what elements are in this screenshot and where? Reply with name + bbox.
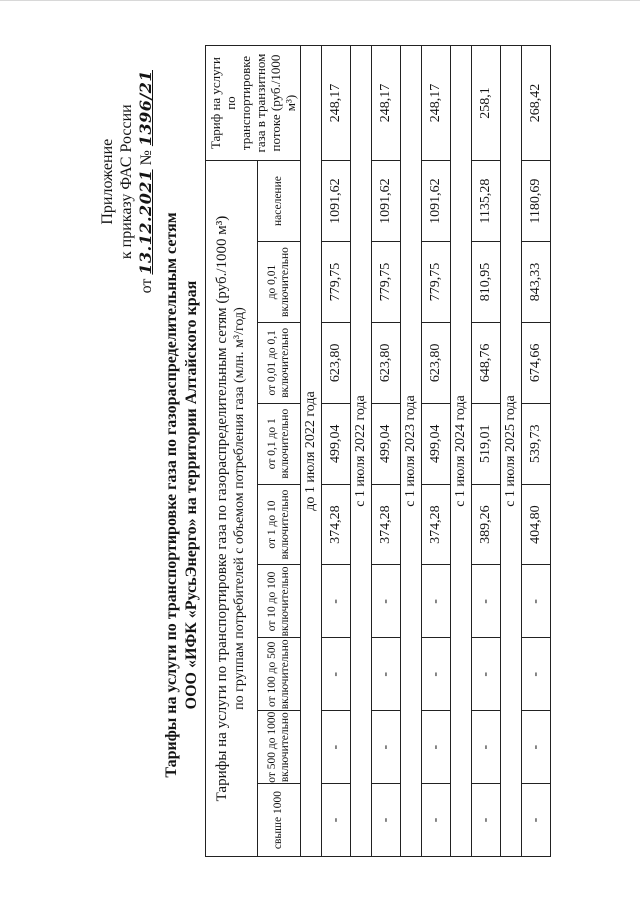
tariff-cell: 1091,62 (372, 161, 401, 242)
period-label: с 1 июля 2023 года (401, 46, 422, 857)
transit-cell: 268,42 (522, 46, 551, 161)
tariff-cell: - (322, 711, 351, 784)
tariff-cell: 519,01 (472, 403, 501, 484)
appendix-order-ref: к приказу ФАС России (118, 104, 135, 260)
tariff-cell: - (472, 711, 501, 784)
period-label: с 1 июля 2024 года (451, 46, 472, 857)
tariff-cell: 779,75 (422, 242, 451, 323)
tariff-cell: - (422, 638, 451, 711)
transit-cell: 248,17 (422, 46, 451, 161)
transit-cell: 248,17 (322, 46, 351, 161)
group-header: от 100 до 500 включительно (257, 638, 300, 711)
tariff-cell: 1091,62 (322, 161, 351, 242)
group-header: от 10 до 100 включительно (257, 565, 300, 638)
tariff-cell: 1180,69 (522, 161, 551, 242)
period-label: с 1 июля 2022 года (351, 46, 372, 857)
tariff-cell: - (372, 638, 401, 711)
appendix-order-line (136, 70, 156, 293)
table-row (322, 46, 351, 857)
transit-header: Тариф на услуги по транспортировке газа в транзитном потоке (руб./1000 м³) (206, 46, 301, 161)
group-header: от 500 до 1000 включительно (257, 711, 300, 784)
group-header: свыше 1000 (257, 784, 300, 857)
tariff-cell: - (422, 711, 451, 784)
tariff-cell: 779,75 (372, 242, 401, 323)
main-header-line-1: Тарифы на услуги по транспортировке газа по газораспределительным сетям (руб./1000 м³) (214, 215, 231, 802)
group-header: от 0,01 до 0,1 включительно (257, 322, 300, 403)
tariff-cell: 1135,28 (472, 161, 501, 242)
tariff-cell: 404,80 (522, 484, 551, 565)
tariff-cell: 499,04 (372, 403, 401, 484)
table-row (472, 46, 501, 857)
tariff-cell: 843,33 (522, 242, 551, 323)
tariff-cell: - (522, 784, 551, 857)
tariff-cell: - (522, 638, 551, 711)
order-number-label: № (138, 150, 155, 166)
tariff-cell: - (522, 565, 551, 638)
main-header (206, 161, 258, 857)
tariff-cell: 1091,62 (422, 161, 451, 242)
tariff-cell: 539,73 (522, 403, 551, 484)
tariff-cell: 374,28 (322, 484, 351, 565)
transit-cell: 258,1 (472, 46, 501, 161)
table-row (522, 46, 551, 857)
group-header: от 1 до 10 включительно (257, 484, 300, 565)
group-header: до 0,01 включительно (257, 242, 300, 323)
tariff-cell: 374,28 (372, 484, 401, 565)
main-header-line-2: по группам потребителей с объемом потребления газа (млн. м³/год) (232, 307, 248, 710)
tariff-cell: - (322, 565, 351, 638)
period-label: до 1 июля 2022 года (301, 46, 322, 857)
group-header: от 0,1 до 1 включительно (257, 403, 300, 484)
tariff-cell: - (472, 565, 501, 638)
tariff-cell: 499,04 (422, 403, 451, 484)
tariff-cell: 499,04 (322, 403, 351, 484)
tariff-cell: 374,28 (422, 484, 451, 565)
tariff-cell: 389,26 (472, 484, 501, 565)
order-prefix: от (138, 278, 155, 294)
title-line-1: Тарифы на услуги по транспортировке газа по газораспределительным сетям (163, 212, 180, 778)
tariff-cell: - (372, 565, 401, 638)
tariff-cell: - (322, 638, 351, 711)
tariff-cell: 623,80 (372, 322, 401, 403)
tariff-table (205, 45, 551, 857)
tariff-cell: - (372, 784, 401, 857)
tariff-cell: 810,95 (472, 242, 501, 323)
tariff-cell: - (422, 784, 451, 857)
tariff-cell: - (472, 784, 501, 857)
tariff-cell: - (422, 565, 451, 638)
table-row (422, 46, 451, 857)
tariff-cell: - (372, 711, 401, 784)
appendix-label: Приложение (99, 138, 116, 225)
tariff-cell: 648,76 (472, 322, 501, 403)
tariff-cell: - (472, 638, 501, 711)
tariff-cell: 623,80 (322, 322, 351, 403)
tariff-cell: - (522, 711, 551, 784)
appendix-block (98, 70, 156, 293)
tariff-cell: 779,75 (322, 242, 351, 323)
tariff-cell: 623,80 (422, 322, 451, 403)
tariff-cell: - (322, 784, 351, 857)
tariff-cell: 674,66 (522, 322, 551, 403)
order-date: 13.12.2021 (136, 169, 155, 275)
table-row (372, 46, 401, 857)
group-header: население (257, 161, 300, 242)
title-line-2: ООО «ИФК «РусьЭнерго» на территории Алтайского края (183, 280, 200, 710)
transit-cell: 248,17 (372, 46, 401, 161)
period-label: с 1 июля 2025 года (501, 46, 522, 857)
document-title (162, 195, 202, 795)
order-number: 1396/21 (136, 70, 155, 147)
